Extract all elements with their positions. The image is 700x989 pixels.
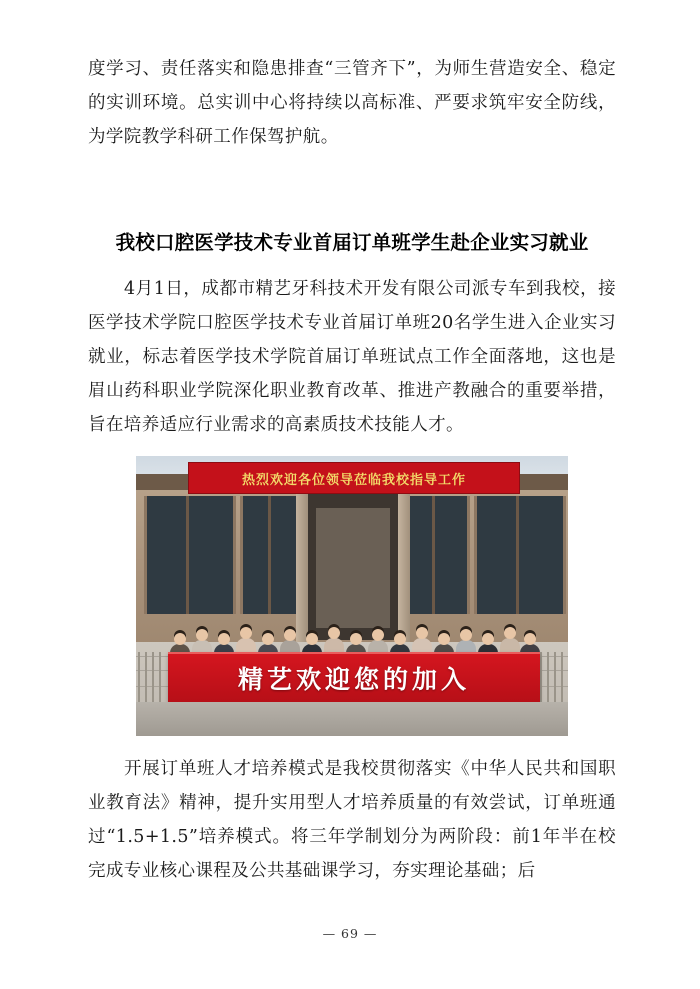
- photo-person-head: [416, 627, 428, 639]
- photo-wall-banner-text: 热烈欢迎各位领导莅临我校指导工作: [241, 472, 466, 488]
- photo-person-head: [394, 633, 406, 645]
- group-photo: [136, 456, 568, 736]
- photo-window-1: [144, 496, 236, 614]
- photo-ground: [136, 702, 568, 736]
- photo-mullion-1: [186, 496, 189, 614]
- photo-person-head: [284, 629, 296, 641]
- title-spacer: [88, 258, 616, 272]
- photo-mullion-2: [268, 496, 271, 614]
- photo-person-head: [218, 633, 230, 645]
- figure-container: [88, 456, 616, 736]
- photo-person-head: [240, 627, 252, 639]
- top-paragraph: 度学习、责任落实和隐患排查“三管齐下”，为师生营造安全、稳定的实训环境。总实训中心将持续以高标准、严要求筑牢安全防线，为学院教学科研工作保驾护航。: [88, 59, 616, 147]
- photo-welcome-banner-text: 精艺欢迎您的加入: [237, 665, 470, 694]
- photo-mullion-3: [432, 496, 435, 614]
- photo-person-head: [196, 629, 208, 641]
- photo-welcome-banner: [168, 652, 540, 702]
- photo-person-head: [524, 633, 536, 645]
- photo-window-4: [474, 496, 566, 614]
- photo-person-head: [328, 627, 340, 639]
- photo-window-3: [404, 496, 470, 614]
- photo-mullion-4: [516, 496, 519, 614]
- photo-person-head: [262, 633, 274, 645]
- body-paragraph-1: 4月1日，成都市精艺牙科技术开发有限公司派专车到我校，接医学技术学院口腔医学技术专业首届订单班20名学生进入企业实习就业，标志着医学技术学院首届订单班试点工作全面落地，这也是眉山药科职业学院深化职业教育改革、推进产教融合的重要举措，旨在培养适应行业需求的高素质技术技能人才。: [88, 279, 616, 435]
- page-content: [88, 52, 616, 888]
- paragraph-spacer: [88, 154, 616, 228]
- photo-entrance-doors: [316, 508, 390, 628]
- photo-person-head: [372, 629, 384, 641]
- photo-wall-banner: [188, 462, 520, 494]
- section-title: 我校口腔医学技术专业首届订单班学生赴企业实习就业: [115, 231, 589, 254]
- page-number: — 69 —: [322, 926, 378, 941]
- photo-person-head: [306, 633, 318, 645]
- photo-person-head: [460, 629, 472, 641]
- photo-person-head: [350, 633, 362, 645]
- photo-person-head: [174, 633, 186, 645]
- photo-person-head: [438, 633, 450, 645]
- photo-person-head: [504, 627, 516, 639]
- body-paragraph-2: 开展订单班人才培养模式是我校贯彻落实《中华人民共和国职业教育法》精神，提升实用型人才培养质量的有效尝试，订单班通过“1.5+1.5”培养模式。将三年学制划分为两阶段：前1年半在校完成专业核心课程及公共基础课学习，夯实理论基础；后: [88, 759, 616, 881]
- photo-person-head: [482, 633, 494, 645]
